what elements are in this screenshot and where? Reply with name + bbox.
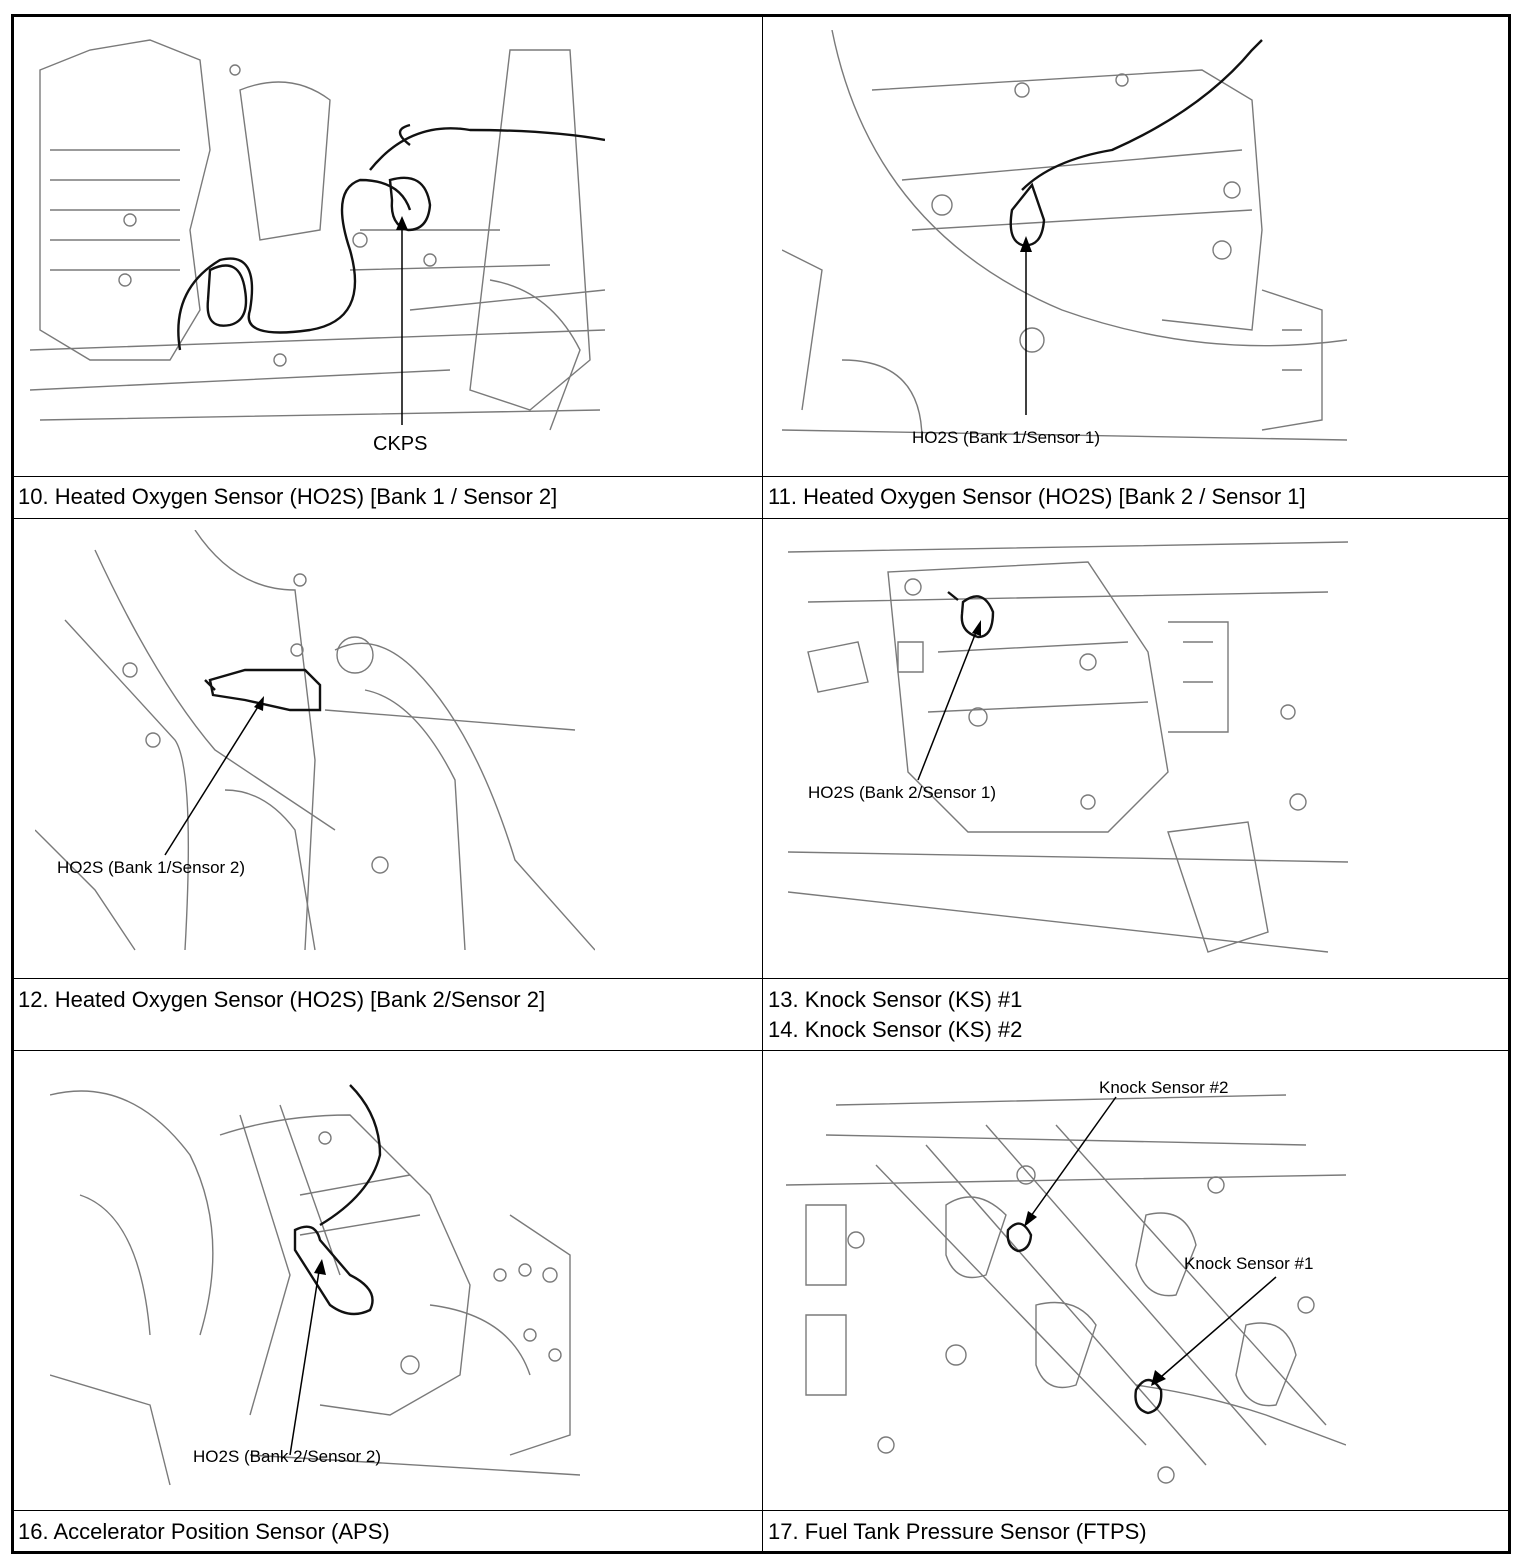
- knock-sensor-illustration: [786, 1065, 1346, 1493]
- row-divider: [14, 518, 1508, 519]
- caption-cell-1: 10. Heated Oxygen Sensor (HO2S) [Bank 1 / Sensor 2]: [18, 484, 558, 509]
- row-divider: [14, 1050, 1508, 1051]
- ho2s-bank2-sensor2-label: HO2S (Bank 2/Sensor 2): [193, 1447, 382, 1466]
- knock-sensor-1-label: Knock Sensor #1: [1184, 1254, 1314, 1273]
- ho2s-bank2-sensor1-label: HO2S (Bank 2/Sensor 1): [808, 783, 997, 802]
- column-divider: [762, 17, 763, 1551]
- caption-cell-5: 16. Accelerator Position Sensor (APS): [18, 1519, 390, 1544]
- caption-knock-sensor-2: 14. Knock Sensor (KS) #2: [768, 1017, 1023, 1042]
- caption-knock-sensor-1: 13. Knock Sensor (KS) #1: [768, 987, 1023, 1012]
- ho2s-bank1-sensor2-illustration: [35, 530, 595, 960]
- ho2s-bank2-sensor1-illustration: [788, 532, 1348, 960]
- ckps-label: CKPS: [373, 433, 428, 455]
- ho2s-bank1-sensor2-label: HO2S (Bank 1/Sensor 2): [57, 858, 246, 877]
- caption-cell-3: 12. Heated Oxygen Sensor (HO2S) [Bank 2/Sensor 2]: [18, 987, 546, 1012]
- caption-cell-4: [768, 985, 1022, 1045]
- row-divider: [14, 978, 1508, 979]
- knock-sensor-2-label: Knock Sensor #2: [1099, 1078, 1229, 1097]
- ho2s-bank1-sensor1-label: HO2S (Bank 1/Sensor 1): [912, 428, 1101, 447]
- caption-cell-6: 17. Fuel Tank Pressure Sensor (FTPS): [768, 1519, 1147, 1544]
- ho2s-bank1-sensor1-illustration: [782, 30, 1347, 460]
- ho2s-bank2-sensor2-illustration: [50, 1075, 580, 1500]
- row-divider: [14, 476, 1508, 477]
- ckps-illustration: [30, 30, 605, 460]
- caption-cell-2: 11. Heated Oxygen Sensor (HO2S) [Bank 2 / Sensor 1]: [768, 484, 1306, 509]
- row-divider: [14, 1510, 1508, 1511]
